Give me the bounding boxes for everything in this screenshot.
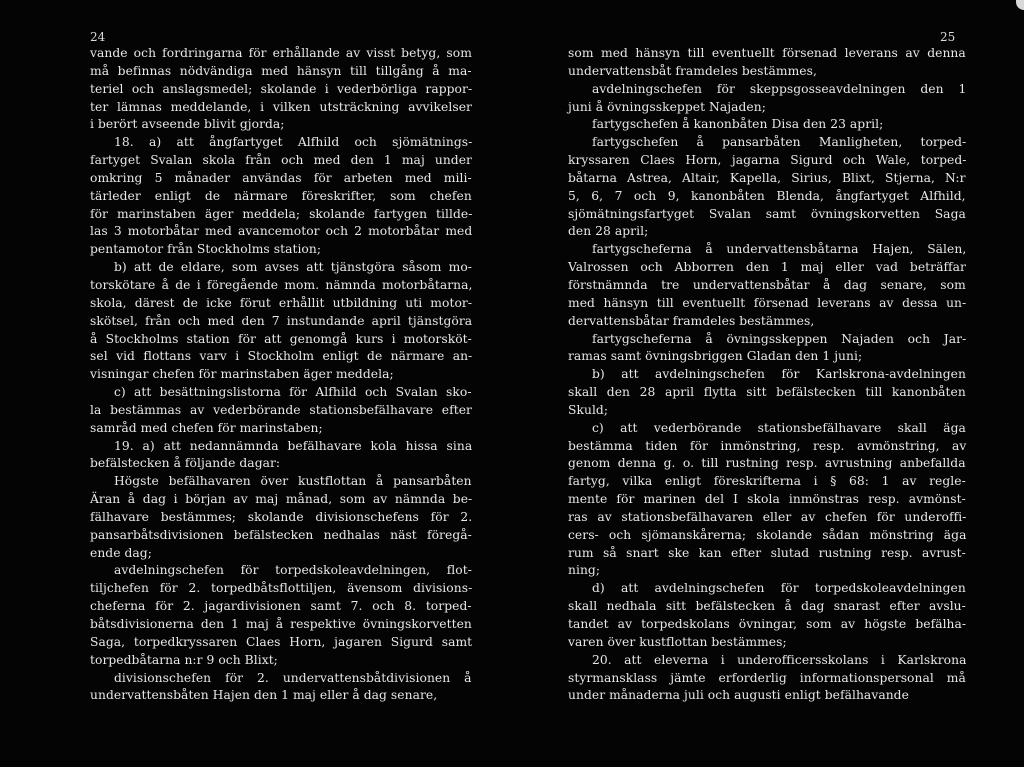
left-text-line: teriel och anslagsmedel; skolande i vederbörliga rappor-	[90, 81, 473, 96]
right-text-line: rum så snart ske kan efter slutad rustning resp. avrust-	[568, 545, 966, 560]
left-text-line: skola, därest de icke förut erhållit utbildning uti motor-	[90, 295, 473, 310]
left-text-line: å Stockholms station för att genomgå kurs i motorsköt-	[90, 331, 472, 346]
right-text-line: skall den 28 april flytta sitt befälstecken till kanonbåten	[568, 385, 966, 400]
left-text-line: för marinstaben äger meddela; skolande fartygen tillde-	[90, 206, 473, 221]
right-page	[512, 0, 1024, 767]
left-text-line: tärleder enligt de närmare föreskrifter, som chefen	[90, 188, 472, 203]
right-text-line: ras av stationsbefälhavaren eller av chefen för underoffi-	[568, 509, 967, 524]
page-number-right: 25	[940, 30, 956, 44]
left-text-line: omkring 5 månader användas för arbeten med mili-	[90, 170, 472, 185]
left-text-line: pentamotor från Stockholms station;	[90, 242, 322, 257]
right-text-line: c) att vederbörande stationsbefälhavare skall äga	[592, 420, 966, 435]
left-page-text	[90, 45, 472, 705]
left-text-line: b) att de eldare, som avses att tjänstgöra såsom mo-	[114, 260, 473, 275]
right-text-line: Valrossen och Abborren den 1 maj eller vad beträffar	[568, 260, 966, 275]
left-text-line: må befinnas nödvändiga med hänsyn till tillgång å ma-	[90, 63, 472, 78]
right-text-line: Skuld;	[568, 402, 609, 417]
left-text-line: befälstecken å följande dagar:	[90, 456, 281, 471]
left-text-line: Saga, torpedkryssaren Claes Horn, jagaren Sigurd samt	[90, 634, 473, 649]
right-text-line: fartygschefen å kanonbåten Disa den 23 april;	[592, 117, 884, 132]
left-text-line: 18. a) att ångfartyget Alfhild och sjömätnings-	[114, 135, 473, 150]
left-text-line: ende dag;	[90, 545, 152, 560]
right-text-line: med hänsyn till eventuellt försenad leverans av dessa un-	[568, 295, 967, 310]
left-text-line: undervattensbåten Hajen den 1 maj eller å dag senare,	[90, 688, 438, 703]
right-text-line: sjömätningsfartyget Svalan samt övningskorvetten Saga	[568, 206, 966, 221]
left-text-line: la bestämmas av vederbörande stationsbefälhavare efter	[90, 402, 472, 417]
right-text-line: den 28 april;	[568, 224, 649, 239]
right-text-line: b) att avdelningschefen för Karlskrona-avdelningen	[592, 367, 966, 382]
right-text-line: båtarna Astrea, Altair, Kapella, Sirius, Blixt, Stjerna, N:r	[568, 170, 966, 185]
right-text-line: som med hänsyn till eventuellt försenad leverans av denna	[568, 46, 966, 60]
left-text-line: ter lämnas meddelande, i vilken utsträckning avvikelser	[90, 99, 472, 114]
right-page-text	[568, 45, 966, 705]
right-text-line: 5, 6, 7 och 9, kanonbåten Blenda, ångfartyget Alfhild,	[568, 188, 966, 203]
right-text-line: förstnämnda tre undervattensbåtar å dag senare, som	[568, 277, 966, 292]
left-text-line: i berört avseende blivit gjorda;	[90, 117, 285, 132]
page-number-left: 24	[90, 30, 106, 44]
right-text-line: kryssaren Claes Horn, jagarna Sigurd och Wale, torped-	[568, 153, 967, 168]
left-text-line: visningar chefen för marinstaben äger meddela;	[90, 367, 394, 382]
right-text-line: genom denna g. o. till rustning resp. avrustning anbefallda	[568, 456, 966, 471]
left-text-line: båtsdivisionerna den 1 maj å respektive övningskorvetten	[90, 617, 472, 631]
left-text-line: Äran å dag i början av maj månad, som av nämnda be-	[90, 492, 473, 507]
right-text-line: ning;	[568, 563, 601, 578]
right-text-line: undervattensbåt framdeles bestämmes,	[568, 63, 817, 78]
left-text-line: 19. a) att nedannämnda befälhavare kola hissa sina	[114, 438, 473, 453]
right-text-line: 20. att eleverna i underofficersskolans i Karlskrona	[592, 652, 967, 667]
left-text-line: Högste befälhavaren över kustflottan å pansarbåten	[114, 474, 472, 489]
right-text-line: cers- och sjömanskårerna; skolande sådan mönstring äga	[568, 527, 967, 542]
left-text-line: vande och fordringarna för erhållande av visst betyg, som	[90, 46, 472, 60]
left-text-line: fälhavare bestämmes; skolande divisionschefens för 2.	[90, 509, 473, 524]
left-text-line: tiljchefen för 2. torpedbåtsflottiljen, ävensom divisions-	[90, 581, 473, 596]
right-text-line: avdelningschefen för skeppsgosseavdelningen den 1	[592, 81, 967, 96]
right-text-line: styrmansklass jämte erforderlig informationspersonal må	[568, 670, 966, 685]
left-text-line: skötsel, från och med den 7 instundande april tjänstgöra	[90, 313, 473, 328]
left-text-line: samråd med chefen för marinstaben;	[90, 420, 323, 435]
left-text-line: sel vid flottans varv i Stockholm enligt de närmare an-	[90, 349, 473, 364]
right-text-line: fartygschefen å pansarbåten Manligheten, torped-	[592, 135, 967, 150]
left-text-line: c) att besättningslistorna för Alfhild och Svalan sko-	[114, 385, 472, 400]
left-text-line: fartyget Svalan skola från och med den 1 maj under	[90, 153, 472, 168]
right-text-line: varen över kustflottan bestämmes;	[568, 634, 787, 649]
left-text-line: divisionschefen för 2. undervattensbåtdivisionen å	[114, 670, 472, 685]
left-text-line: cheferna för 2. jagardivisionen samt 7. och 8. torped-	[90, 599, 472, 614]
right-text-line: juni å övningsskeppet Najaden;	[568, 99, 766, 114]
right-text-line: fartyg, vilka enligt föreskrifterna i § 68: 1 av regle-	[568, 474, 966, 489]
right-text-line: mente för marinen del I skola inmönstras resp. avmönst-	[568, 492, 966, 507]
right-text-line: tandet av torpedskolans övningar, som av högste befälha-	[568, 617, 967, 631]
left-text-line: las 3 motorbåtar med avancemotor och 2 motorbåtar med	[90, 224, 473, 239]
left-text-line: torpedbåtarna n:r 9 och Blixt;	[90, 652, 278, 667]
right-text-line: skall nedhala sitt befälstecken å dag snarast efter avslu-	[568, 599, 966, 614]
left-text-line: torskötare å de i föregående mom. nämnda motorbåtarna,	[90, 277, 473, 292]
right-text-line: fartygscheferna å övningsskeppen Najaden och Jar-	[592, 331, 967, 346]
right-text-line: d) att avdelningschefen för torpedskoleavdelningen	[592, 581, 966, 596]
right-text-line: ramas samt övningsbriggen Gladan den 1 juni;	[568, 349, 863, 364]
right-text-line: bestämma tiden för inmönstring, resp. avmönstring, av	[568, 438, 967, 453]
right-text-line: fartygscheferna å undervattensbåtarna Hajen, Sälen,	[592, 242, 967, 257]
left-text-line: avdelningschefen för torpedskoleavdelningen, flot-	[114, 563, 472, 578]
right-text-line: under månaderna juli och augusti enligt befälhavande	[568, 688, 909, 703]
left-text-line: pansarbåtsdivisionen befälstecken nedhalas näst föregå-	[90, 527, 472, 542]
right-text-line: dervattensbåtar framdeles bestämmes,	[568, 313, 815, 328]
